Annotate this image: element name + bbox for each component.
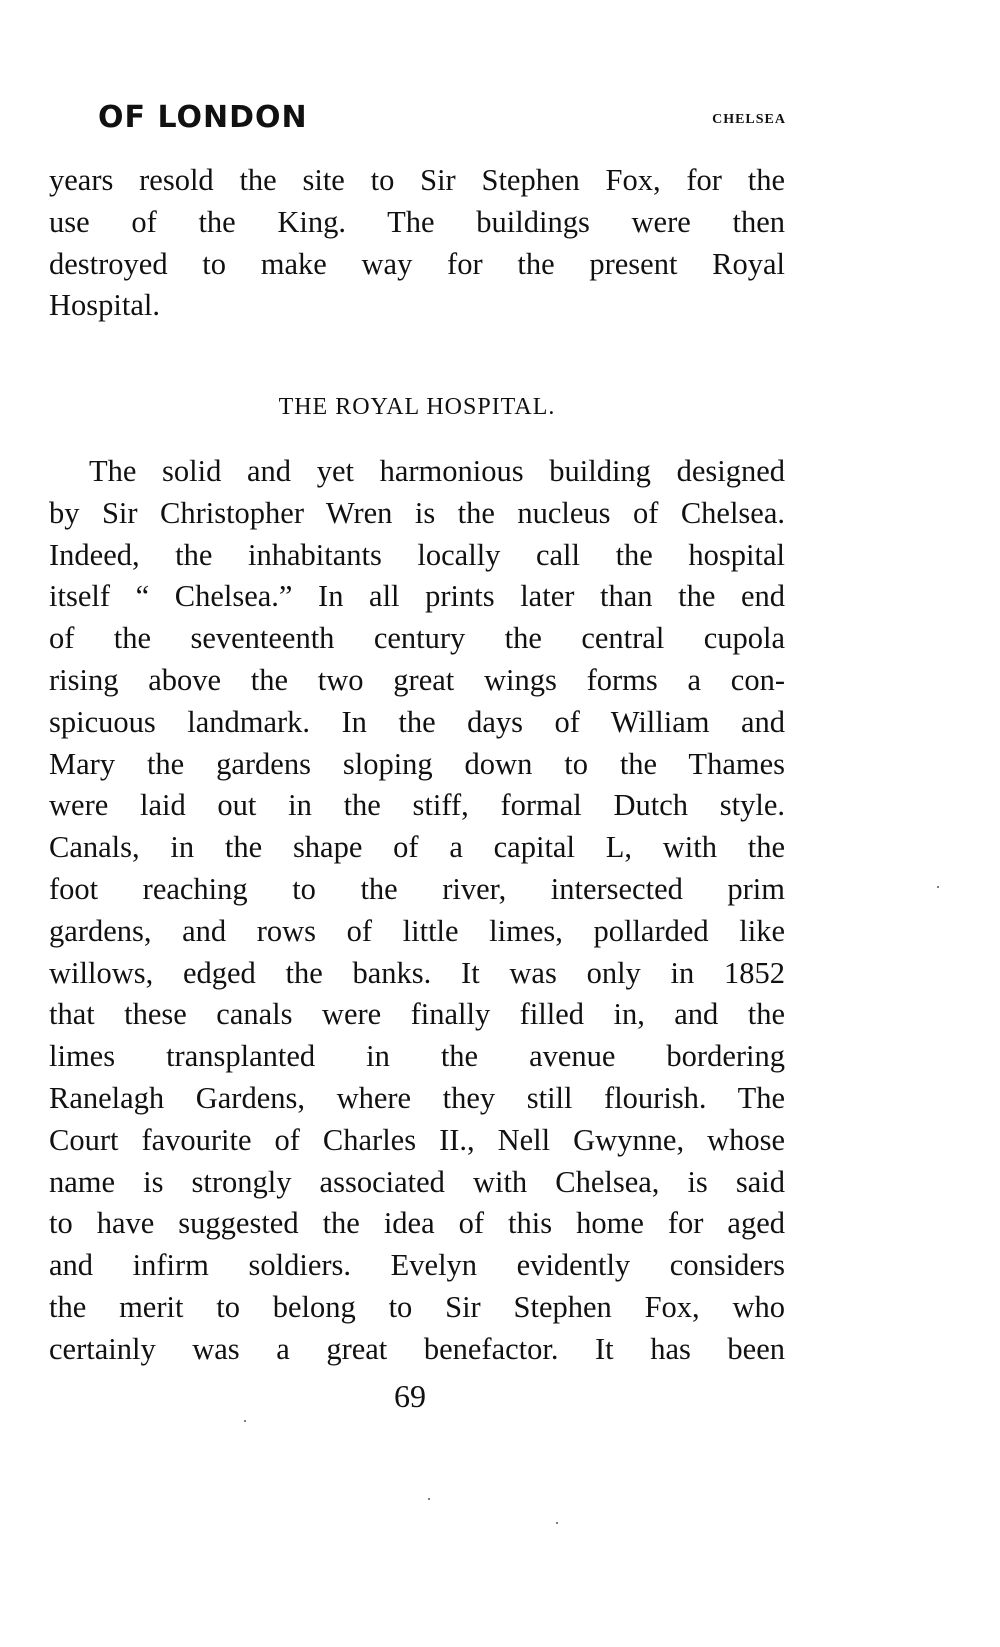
continued-paragraph	[49, 160, 785, 327]
text-line: Canals, in the shape of a capital L, with the	[49, 830, 785, 865]
scan-speck	[428, 1498, 430, 1500]
running-head	[98, 100, 786, 140]
page-number: 69	[394, 1378, 426, 1414]
running-head-title: OF LONDON	[98, 100, 308, 135]
section-heading: THE ROYAL HOSPITAL.	[278, 394, 556, 420]
text-line: rising above the two great wings forms a con-	[49, 662, 785, 697]
text-line: of the seventeenth century the central cupola	[49, 621, 785, 656]
scan-speck	[556, 1522, 558, 1524]
text-line: foot reaching to the river, intersected prim	[49, 871, 785, 906]
text-line: limes transplanted in the avenue bordering	[49, 1039, 785, 1074]
text-line: spicuous landmark. In the days of William and	[49, 704, 785, 739]
text-line: to have suggested the idea of this home for aged	[49, 1206, 785, 1241]
text-line: Mary the gardens sloping down to the Thames	[49, 746, 785, 781]
text-line: Court favourite of Charles II., Nell Gwynne, whose	[49, 1122, 785, 1157]
text-line: and infirm soldiers. Evelyn evidently considers	[49, 1248, 785, 1283]
text-line: were laid out in the stiff, formal Dutch style.	[49, 788, 785, 823]
text-line: that these canals were finally filled in, and the	[49, 997, 785, 1032]
text-line: The solid and yet harmonious building designed	[89, 454, 785, 488]
text-line: willows, edged the banks. It was only in 1852	[49, 955, 785, 990]
running-head-section: CHELSEA	[712, 112, 786, 127]
text-line: name is strongly associated with Chelsea, is said	[49, 1164, 785, 1199]
text-line: years resold the site to Sir Stephen Fox, for the	[49, 163, 785, 197]
scan-speck	[244, 1420, 246, 1422]
text-line: gardens, and rows of little limes, pollarded like	[49, 913, 785, 948]
text-line: Ranelagh Gardens, where they still flourish. The	[49, 1080, 785, 1115]
text-line: by Sir Christopher Wren is the nucleus of Chelsea.	[49, 495, 785, 530]
scan-speck	[937, 886, 939, 888]
text-line: itself “ Chelsea.” In all prints later than the end	[49, 579, 785, 614]
text-line: use of the King. The buildings were then	[49, 204, 785, 239]
text-line: the merit to belong to Sir Stephen Fox, who	[49, 1289, 785, 1324]
text-line: Hospital.	[49, 288, 160, 323]
section-paragraph	[49, 451, 785, 1371]
text-line: Indeed, the inhabitants locally call the hospital	[49, 537, 785, 572]
text-line: destroyed to make way for the present Royal	[49, 246, 785, 281]
text-line: certainly was a great benefactor. It has been	[49, 1331, 785, 1366]
